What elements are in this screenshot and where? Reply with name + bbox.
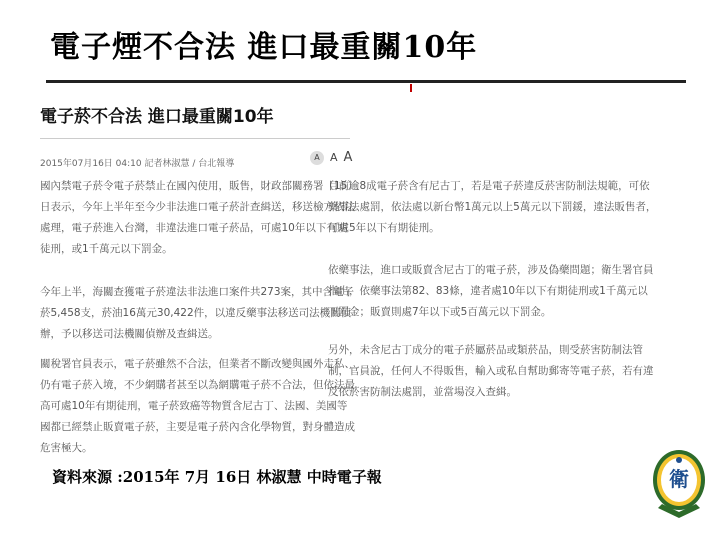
font-size-large-button[interactable]: A bbox=[343, 150, 353, 165]
source-citation: 資料來源 :2015年 7月 16日 林淑慧 中時電子報 bbox=[52, 468, 382, 486]
title-underline bbox=[46, 80, 686, 83]
font-size-medium-button[interactable]: A bbox=[330, 151, 338, 164]
right-paragraph: 目前逾8成電子菸含有尼古丁，若是電子菸違反菸害防制法規範，可依藥事法處罰，依法處以新台幣1萬元以上5萬元以下罰鍰，違法販售者，可處5年以下有期徒刑。 bbox=[328, 180, 657, 234]
right-paragraph: 另外，未含尼古丁成分的電子菸屬菸品或類菸品，則受菸害防制法管制，官員說，任何人不得販售，輸入或私自幫助郵寄等電子菸，若有違反依菸害防制法處罰，並當場沒入查緝。 bbox=[328, 344, 654, 398]
font-size-small-button[interactable]: A bbox=[310, 151, 324, 165]
logo-glyph: 衛 bbox=[669, 467, 689, 491]
right-paragraph: 依藥事法，進口或販賣含尼古丁的電子菸，涉及偽藥問題；衛生署官員指出，依藥事法第82、83條，違者處10年以下有期徒刑或1千萬元以下罰金；販賣則處7年以下或5百萬元以下罰金。 bbox=[328, 264, 654, 318]
news-clipping bbox=[38, 92, 666, 452]
clipping-byline: 2015年07月16日 04:10 記者林淑慧 / 台北報導 bbox=[40, 159, 235, 169]
left-paragraph: 今年上半，海關查獲電子菸違法非法進口案件共273案，其中含電子菸5,458支，菸油16萬元30,422件，以違反藥事法移送司法機關偵辦，予以移送司法機關偵辦及查緝送。 bbox=[40, 286, 355, 340]
health-ministry-logo bbox=[650, 446, 708, 520]
left-paragraph: 關稅署官員表示，電子菸雖然不合法，但業者不斷改變與國外走私、仍有電子菸入境，不少網購者甚至以為網購電子菸不合法，但依法最高可處10年有期徒刑，電子菸致癌等物質含尼古丁、法國、美國等國都已經禁止販賣電子菸，主要是電子菸內含化學物質，對身體造成危害極大。 bbox=[40, 358, 355, 454]
clipping-headline: 電子菸不合法 進口最重關10年 bbox=[40, 107, 274, 127]
left-paragraph: 國內禁電子菸令電子菸禁止在國內使用，販售，財政部關務署（15）日表示，今年上半年至今少非法進口電子菸計查緝送，移送檢方依法處理，電子菸進入台灣，非違法進口電子菸品，可處10年以下有期徒刑，或1千萬元以下罰金。 bbox=[40, 180, 355, 255]
slide-title: 電子煙不合法 進口最重關10年 bbox=[50, 30, 478, 65]
font-size-controls bbox=[310, 150, 352, 165]
clipping-divider bbox=[40, 138, 350, 139]
